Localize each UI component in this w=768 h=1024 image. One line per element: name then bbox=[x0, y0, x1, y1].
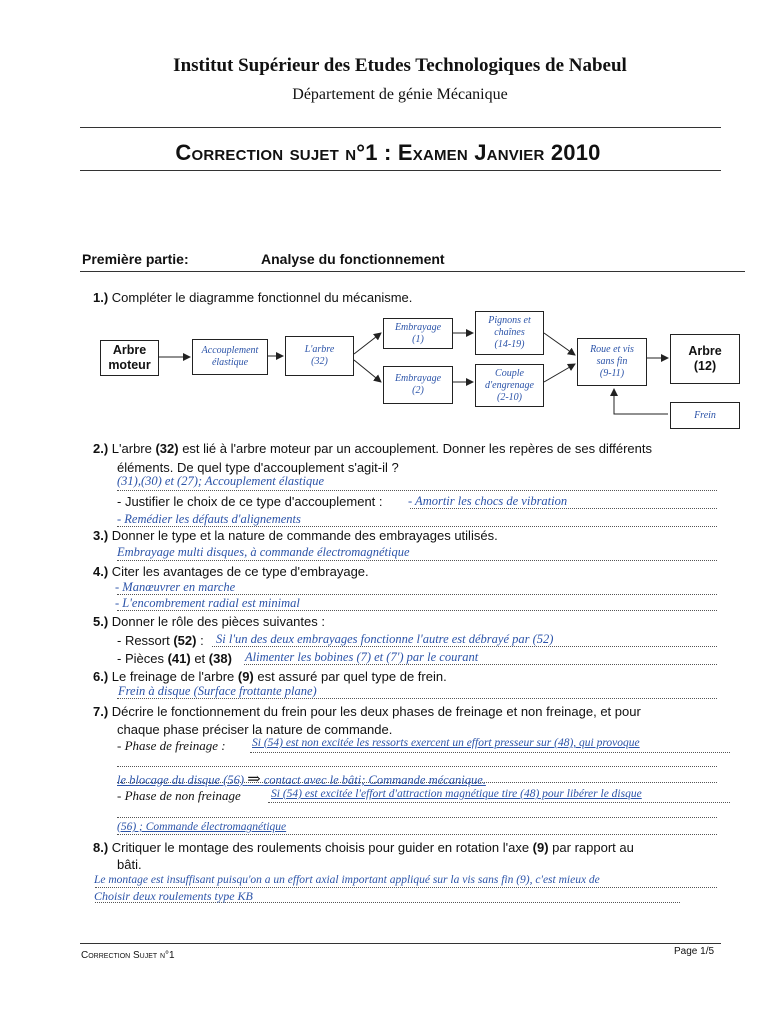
item-label: - Ressort bbox=[117, 633, 174, 648]
answer-text: (31),(30) et (27); Accouplement élastique bbox=[117, 474, 324, 488]
footer-label: Correction Sujet n°1 bbox=[81, 950, 175, 961]
answer-text: Choisir deux roulements type KB bbox=[94, 889, 253, 903]
box-arbre-12: Arbre (12) bbox=[670, 334, 740, 384]
part-ref: (9) bbox=[532, 840, 549, 855]
item-label: - Pièces bbox=[117, 651, 168, 666]
answer-text: - Remédier les défauts d'alignements bbox=[117, 512, 301, 526]
question-text: Décrire le fonctionnement du frein pour les deux phases de freinage et non freinage, et pour bbox=[111, 704, 641, 719]
answer-segment: contact avec le bâti; Commande mécanique. bbox=[263, 773, 486, 787]
question-number: 8.) bbox=[93, 840, 109, 855]
question-number: 5.) bbox=[93, 614, 109, 629]
question-5-item-a bbox=[117, 633, 204, 648]
answer-line bbox=[117, 766, 717, 767]
box-arbre-32: L'arbre (32) bbox=[285, 336, 354, 376]
item-label: et bbox=[190, 651, 209, 666]
part-ref: (41) bbox=[167, 651, 191, 666]
page-title: Correction sujet n°1 : Examen Janvier 2010 bbox=[175, 140, 601, 165]
question-text: L'arbre bbox=[111, 441, 156, 456]
question-4 bbox=[93, 564, 369, 579]
box-couple: Couple d'engrenage (2-10) bbox=[475, 364, 544, 407]
question-3 bbox=[93, 528, 498, 543]
question-5 bbox=[93, 614, 325, 629]
answer-line bbox=[268, 802, 730, 803]
implies-arrow-icon: ⇒ bbox=[247, 771, 261, 788]
page-number: Page 1/5 bbox=[674, 946, 715, 957]
phase-label: - Phase de non freinage bbox=[117, 788, 241, 803]
box-accouplement: Accouplement élastique bbox=[192, 339, 268, 375]
part-label: Première partie: bbox=[82, 251, 189, 267]
answer-line bbox=[250, 752, 730, 753]
institute-name: Institut Supérieur des Etudes Technologiques de Nabeul bbox=[173, 55, 627, 76]
question-number: 7.) bbox=[93, 704, 109, 719]
answer-text: - Manœuvrer en marche bbox=[115, 580, 236, 594]
question-text: est lié à l'arbre moteur par un accouplement. Donner les repères de ses différents bbox=[178, 441, 652, 456]
box-embrayage-1: Embrayage (1) bbox=[383, 318, 453, 349]
answer-text: Si l'un des deux embrayages fonctionne l'autre est débrayé par (52) bbox=[216, 632, 554, 646]
question-2-line2: éléments. De quel type d'accouplement s'agit-il ? bbox=[117, 460, 399, 475]
box-roue-vis: Roue et vis sans fin (9-11) bbox=[577, 338, 647, 386]
question-text: Citer les avantages de ce type d'embrayage. bbox=[111, 564, 369, 579]
answer-text: Le montage est insuffisant puisqu'on a un effort axial important appliqué sur la vis sans fin (9), c'est mieux de bbox=[94, 874, 600, 886]
question-text: Critiquer le montage des roulements choisis pour guider en rotation l'axe bbox=[111, 840, 533, 855]
part-ref: (52) bbox=[173, 633, 197, 648]
question-text: Donner le rôle des pièces suivantes : bbox=[111, 614, 325, 629]
department-name: Département de génie Mécanique bbox=[292, 86, 508, 103]
question-number: 1.) bbox=[93, 290, 109, 305]
answer-text: (56) ; Commande électromagnétique bbox=[117, 821, 287, 833]
answer-text: Embrayage multi disques, à commande électromagnétique bbox=[117, 545, 410, 559]
question-2 bbox=[93, 441, 652, 456]
part-ref: (32) bbox=[155, 441, 179, 456]
question-number: 4.) bbox=[93, 564, 109, 579]
item-label: : bbox=[196, 633, 204, 648]
answer-line bbox=[117, 817, 717, 818]
answer-text: Si (54) est non excitée les ressorts exercent un effort presseur sur (48), qui provoque bbox=[252, 737, 640, 749]
phase-label: - Phase de freinage : bbox=[117, 738, 226, 753]
answer-line bbox=[117, 560, 717, 561]
question-8-line2: bâti. bbox=[117, 857, 142, 872]
question-text: par rapport au bbox=[548, 840, 634, 855]
question-2-subquestion: - Justifier le choix de ce type d'accouplement : bbox=[117, 494, 383, 509]
part-title: Analyse du fonctionnement bbox=[261, 251, 445, 267]
question-5-item-b bbox=[117, 651, 232, 666]
part-ref: (9) bbox=[237, 669, 254, 684]
footer-rule bbox=[80, 943, 721, 944]
answer-text: Frein à disque (Surface frottante plane) bbox=[118, 684, 317, 698]
part-ref: (38) bbox=[208, 651, 232, 666]
box-arbre-moteur: Arbre moteur bbox=[100, 340, 159, 376]
answer-line bbox=[117, 834, 717, 835]
question-text: Donner le type et la nature de commande des embrayages utilisés. bbox=[111, 528, 498, 543]
answer-text: - L'encombrement radial est minimal bbox=[115, 596, 300, 610]
question-8 bbox=[93, 840, 634, 855]
answer-line bbox=[95, 887, 717, 888]
question-6 bbox=[93, 669, 447, 684]
answer-text: Alimenter les bobines (7) et (7') par le courant bbox=[245, 650, 479, 664]
answer-text bbox=[117, 769, 486, 789]
answer-line bbox=[117, 490, 717, 491]
answer-segment: le blocage du disque (56) bbox=[117, 773, 245, 787]
box-pignons: Pignons et chaînes (14-19) bbox=[475, 311, 544, 355]
question-number: 2.) bbox=[93, 441, 109, 456]
box-embrayage-2: Embrayage (2) bbox=[383, 366, 453, 404]
question-7 bbox=[93, 704, 641, 719]
question-number: 3.) bbox=[93, 528, 109, 543]
question-number: 6.) bbox=[93, 669, 109, 684]
question-7-line2: chaque phase préciser la nature de commande. bbox=[117, 722, 393, 737]
answer-text: - Amortir les chocs de vibration bbox=[408, 494, 568, 508]
question-text: est assuré par quel type de frein. bbox=[253, 669, 447, 684]
answer-text: Si (54) est excitée l'effort d'attraction magnétique tire (48) pour libérer le disque bbox=[271, 788, 642, 800]
functional-diagram bbox=[0, 0, 768, 440]
question-text: Le freinage de l'arbre bbox=[111, 669, 238, 684]
box-frein: Frein bbox=[670, 402, 740, 429]
question-text: Compléter le diagramme fonctionnel du mécanisme. bbox=[111, 290, 413, 305]
